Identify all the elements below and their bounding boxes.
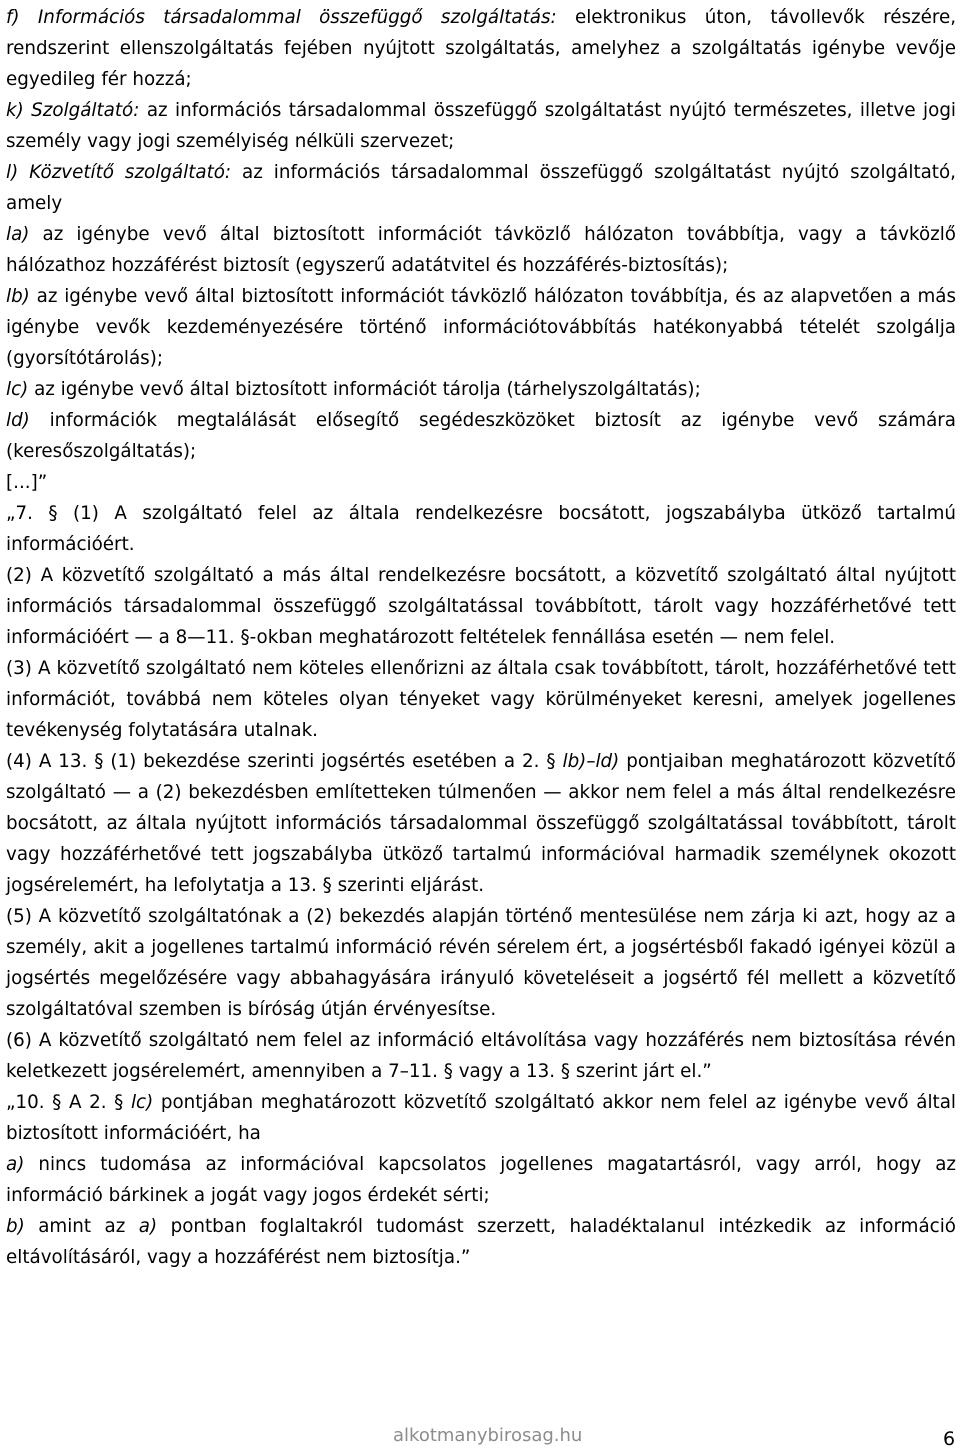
- paragraph-label: lb): [6, 286, 30, 307]
- paragraph-label: b): [6, 1216, 25, 1237]
- paragraph-label: f) Információs társadalommal összefüggő szolgáltatás:: [6, 7, 557, 28]
- paragraph-text: (3) A közvetítő szolgáltató nem köteles ellenőrizni az általa csak továbbított, tárolt, hozzáférhetővé tett információt, továbbá nem köteles olyan tényeket vagy körülményeket keresni, amelyek jogellenes tevékenység folytatására utalnak.: [6, 658, 956, 741]
- paragraph-text: pontban foglaltakról tudomást szerzett, haladéktalanul intézkedik az információ eltávolításáról, vagy a hozzáférést nem biztosítja.”: [6, 1216, 956, 1268]
- paragraph: [6, 498, 956, 560]
- paragraph-label: l) Közvetítő szolgáltató:: [6, 162, 232, 183]
- paragraph-label: la): [6, 224, 30, 245]
- paragraph: [6, 95, 956, 157]
- paragraph: [6, 1087, 956, 1149]
- footer-website: alkotmanybirosag.hu: [393, 1425, 583, 1446]
- paragraph-text: az információs társadalommal összefüggő szolgáltatást nyújtó szolgáltató, amely: [6, 162, 956, 214]
- paragraph: [6, 281, 956, 374]
- paragraph-text: (4) A 13. § (1) bekezdése szerinti jogsértés esetében a 2. §: [6, 751, 563, 772]
- paragraph-label: lc): [6, 379, 29, 400]
- paragraph-label: a): [138, 1216, 158, 1237]
- paragraph-label: lb)–ld): [562, 751, 620, 772]
- paragraph: [6, 2, 956, 95]
- paragraph-label: k) Szolgáltató:: [6, 100, 140, 121]
- paragraph: [6, 467, 956, 498]
- paragraph: [6, 901, 956, 1025]
- page-number: 6: [943, 1428, 956, 1450]
- paragraph-text: az igénybe vevő által biztosított információt távközlő hálózaton továbbítja, vagy a távközlő hálózathoz hozzáférést biztosít (egyszerű adatátvitel és hozzáférés-biztosítás);: [6, 224, 956, 276]
- paragraph-text: pontjaiban meghatározott közvetítő szolgáltató — a (2) bekezdésben említetteken túlmenően — akkor nem felel a más által rendelkezésre bocsátott, az általa nyújtott információs társadalommal összefüggő szolgáltatással továbbított, tárolt vagy hozzáférhetővé tett jogszabályba ütköző tartalmú információval harmadik személynek okozott jogsérelemért, ha lefolytatja a 13. § szerinti eljárást.: [6, 751, 956, 896]
- paragraph-text: (6) A közvetítő szolgáltató nem felel az információ eltávolítása vagy hozzáférés nem biztosítása révén keletkezett jogsérelemért, amennyiben a 7–11. § vagy a 13. § szerint járt el.”: [6, 1030, 956, 1082]
- paragraph: [6, 746, 956, 901]
- paragraph: [6, 405, 956, 467]
- document-body: [6, 2, 956, 1273]
- paragraph: [6, 653, 956, 746]
- paragraph-text: (5) A közvetítő szolgáltatónak a (2) bekezdés alapján történő mentesülése nem zárja ki azt, hogy az a személy, akit a jogellenes tartalmú információ révén sérelem ért, a jogsértésből fakadó igényei közül a jogsértés megelőzésére vagy abbahagyására irányuló követeléseit a jogsértő fél mellett a közvetítő szolgáltatóval szemben is bíróság útján érvényesítse.: [6, 906, 956, 1020]
- paragraph: [6, 1149, 956, 1211]
- paragraph-text: „10. § A 2. §: [6, 1092, 131, 1113]
- paragraph: [6, 560, 956, 653]
- paragraph: [6, 374, 956, 405]
- paragraph-text: [...]”: [6, 472, 48, 493]
- paragraph: [6, 1025, 956, 1087]
- paragraph-text: az igénybe vevő által biztosított információt távközlő hálózaton továbbítja, és az alapvetően a más igénybe vevők kezdeményezésére történő információtovábbítás hatékonyabbá tételét szolgálja (gyorsítótárolás);: [6, 286, 956, 369]
- paragraph: [6, 157, 956, 219]
- paragraph-text: információk megtalálását elősegítő segédeszközöket biztosít az igénybe vevő számára (keresőszolgáltatás);: [6, 410, 956, 462]
- paragraph-text: amint az: [24, 1216, 139, 1237]
- paragraph-text: nincs tudomása az információval kapcsolatos jogellenes magatartásról, vagy arról, hogy az információ bárkinek a jogát vagy jogos érdekét sérti;: [6, 1154, 956, 1206]
- paragraph-label: ld): [6, 410, 30, 431]
- paragraph-text: (2) A közvetítő szolgáltató a más által rendelkezésre bocsátott, a közvetítő szolgáltató által nyújtott információs társadalommal összefüggő szolgáltatással továbbított, tárolt vagy hozzáférhetővé tett információért — a 8—11. §-okban meghatározott feltételek fennállása esetén — nem felel.: [6, 565, 956, 648]
- paragraph: [6, 1211, 956, 1273]
- paragraph-text: az információs társadalommal összefüggő szolgáltatást nyújtó természetes, illetve jogi személy vagy jogi személyiség nélküli szervezet;: [6, 100, 956, 152]
- paragraph-label: lc): [130, 1092, 154, 1113]
- paragraph-text: pontjában meghatározott közvetítő szolgáltató akkor nem felel az igénybe vevő által biztosított információért, ha: [6, 1092, 956, 1144]
- paragraph: [6, 219, 956, 281]
- paragraph-text: az igénybe vevő által biztosított információt tárolja (tárhelyszolgáltatás);: [28, 379, 701, 400]
- paragraph-text: „7. § (1) A szolgáltató felel az általa rendelkezésre bocsátott, jogszabályba ütköző tartalmú információért.: [6, 503, 956, 555]
- paragraph-text: elektronikus úton, távollevők részére, rendszerint ellenszolgáltatás fejében nyújtott szolgáltatás, amelyhez a szolgáltatás igénybe vevője egyedileg fér hozzá;: [6, 7, 956, 90]
- paragraph-label: a): [6, 1154, 25, 1175]
